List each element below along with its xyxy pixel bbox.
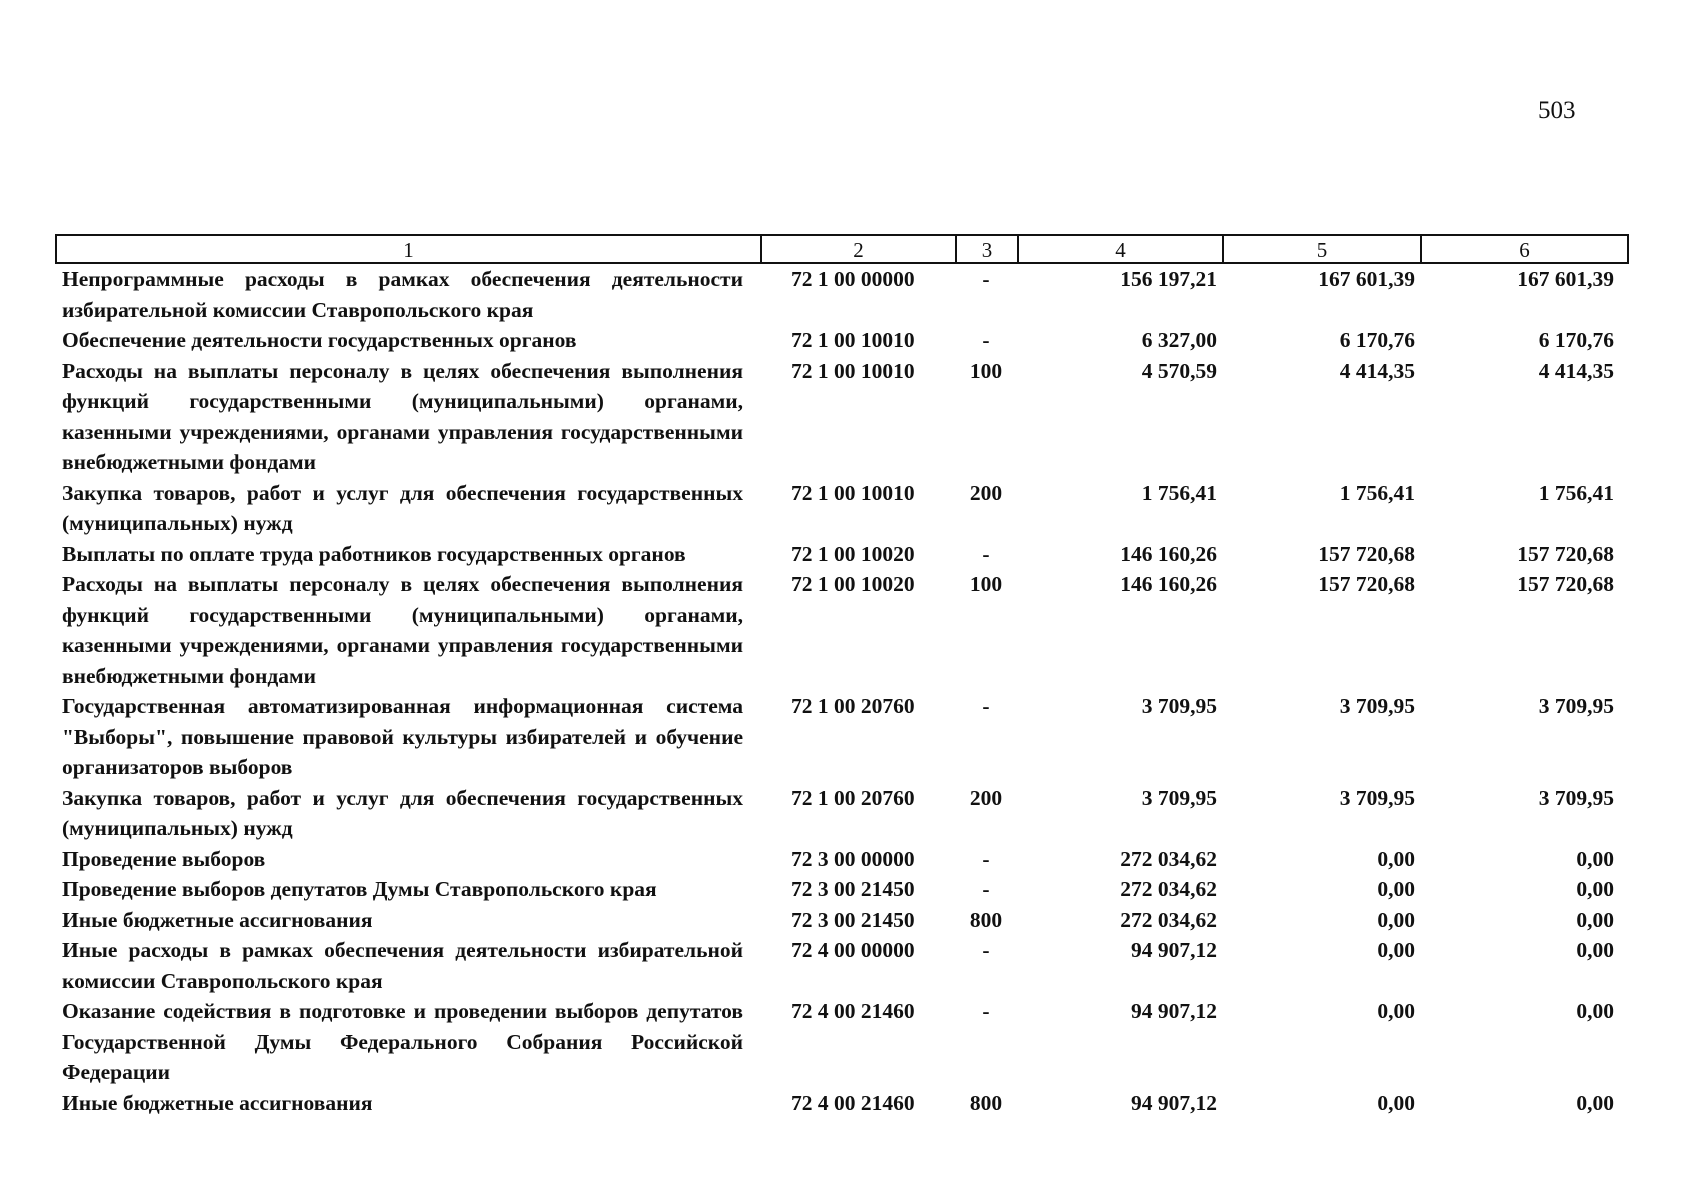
amount-col-5: 3 709,95 [1339, 785, 1415, 810]
amount-col-5: 157 720,68 [1318, 541, 1415, 566]
expense-name: Выплаты по оплате труда работников государственных органов [62, 541, 686, 566]
expense-name: Иные бюджетные ассигнования [62, 1090, 373, 1115]
column-header-2: 2 [761, 235, 956, 263]
amount-col-4: 146 160,26 [1120, 572, 1217, 596]
expense-type: - [982, 328, 990, 352]
target-code: 72 1 00 10010 [791, 358, 915, 383]
amount-col-5: 6 170,76 [1339, 328, 1415, 352]
amount-col-6: 0,00 [1576, 999, 1614, 1023]
expense-type: 100 [969, 358, 1003, 383]
amount-col-4: 6 327,00 [1141, 328, 1217, 352]
amount-col-4: 3 709,95 [1141, 785, 1217, 810]
expense-type: 200 [969, 480, 1003, 505]
amount-col-4: 272 034,62 [1120, 877, 1217, 901]
expense-type: 100 [969, 572, 1003, 596]
table-row [56, 356, 1628, 478]
table-row [56, 691, 1628, 783]
amount-col-5: 0,00 [1377, 999, 1415, 1023]
target-code: 72 4 00 21460 [791, 1090, 915, 1115]
table-row [56, 478, 1628, 539]
expense-name: Иные расходы в рамках обеспечения деятельности избирательной комиссии Ставропольского края [62, 938, 743, 993]
expense-name: Проведение выборов [62, 846, 266, 871]
target-code: 72 4 00 21460 [791, 999, 915, 1023]
target-code: 72 1 00 10010 [791, 480, 915, 505]
expense-name: Непрограммные расходы в рамках обеспечения деятельности избирательной комиссии Ставропольского края [62, 267, 743, 322]
amount-col-4: 272 034,62 [1120, 846, 1217, 871]
amount-col-6: 6 170,76 [1538, 328, 1614, 352]
amount-col-6: 0,00 [1576, 1090, 1614, 1115]
target-code: 72 1 00 10010 [791, 328, 915, 352]
expense-name: Расходы на выплаты персоналу в целях обеспечения выполнения функций государственными (муниципальными) органами, казенными учреждениями, органами управления государственными внебюджетными фондами [62, 572, 743, 688]
table-row [56, 263, 1628, 325]
table-row [56, 569, 1628, 691]
amount-col-4: 94 907,12 [1131, 999, 1217, 1023]
column-header-1: 1 [56, 235, 761, 263]
expense-type: - [982, 877, 990, 901]
amount-col-5: 167 601,39 [1318, 267, 1415, 291]
amount-col-5: 0,00 [1377, 846, 1415, 871]
expense-name: Государственная автоматизированная информационная система "Выборы", повышение правовой культуры избирателей и обучение организаторов выборов [62, 694, 743, 779]
expense-name: Обеспечение деятельности государственных органов [62, 328, 577, 352]
budget-table [55, 234, 1629, 1118]
expense-name: Закупка товаров, работ и услуг для обеспечения государственных (муниципальных) нужд [62, 480, 743, 535]
expense-type: - [982, 938, 990, 962]
amount-col-4: 146 160,26 [1120, 541, 1217, 566]
expense-name: Проведение выборов депутатов Думы Ставропольского края [62, 877, 657, 901]
column-header-4: 4 [1018, 235, 1223, 263]
header-row [56, 235, 1628, 263]
table-row [56, 783, 1628, 844]
amount-col-4: 94 907,12 [1131, 1090, 1217, 1115]
table-row [56, 935, 1628, 996]
column-header-6: 6 [1421, 235, 1628, 263]
expense-type: - [982, 694, 990, 718]
table-row [56, 996, 1628, 1088]
amount-col-4: 272 034,62 [1120, 907, 1217, 932]
amount-col-6: 0,00 [1576, 846, 1614, 871]
page-number: 503 [1538, 97, 1576, 124]
table-row [56, 1088, 1628, 1119]
amount-col-5: 1 756,41 [1339, 480, 1415, 505]
target-code: 72 3 00 00000 [791, 846, 915, 871]
expense-type: 200 [969, 785, 1003, 810]
amount-col-5: 0,00 [1377, 877, 1415, 901]
amount-col-5: 0,00 [1377, 1090, 1415, 1115]
amount-col-6: 3 709,95 [1538, 694, 1614, 718]
amount-col-6: 0,00 [1576, 938, 1614, 962]
expense-type: 800 [969, 1090, 1003, 1115]
amount-col-4: 1 756,41 [1141, 480, 1217, 505]
amount-col-4: 94 907,12 [1131, 938, 1217, 962]
target-code: 72 1 00 10020 [791, 541, 915, 566]
amount-col-6: 4 414,35 [1538, 358, 1614, 383]
target-code: 72 1 00 10020 [791, 572, 915, 596]
table-row [56, 874, 1628, 905]
amount-col-6: 167 601,39 [1517, 267, 1614, 291]
amount-col-6: 1 756,41 [1538, 480, 1614, 505]
table-row [56, 844, 1628, 875]
table-row [56, 539, 1628, 570]
expense-type: 800 [969, 907, 1003, 932]
expense-name: Иные бюджетные ассигнования [62, 907, 373, 932]
table-row [56, 325, 1628, 356]
amount-col-6: 3 709,95 [1538, 785, 1614, 810]
target-code: 72 3 00 21450 [791, 907, 915, 932]
amount-col-5: 0,00 [1377, 907, 1415, 932]
table-body [56, 263, 1628, 1118]
target-code: 72 1 00 20760 [791, 694, 915, 718]
amount-col-6: 157 720,68 [1517, 541, 1614, 566]
expense-name: Закупка товаров, работ и услуг для обеспечения государственных (муниципальных) нужд [62, 785, 743, 840]
expense-type: - [982, 541, 990, 566]
target-code: 72 1 00 00000 [791, 267, 915, 291]
expense-type: - [982, 999, 990, 1023]
target-code: 72 3 00 21450 [791, 877, 915, 901]
column-header-5: 5 [1223, 235, 1421, 263]
table-header [56, 235, 1628, 263]
amount-col-6: 0,00 [1576, 877, 1614, 901]
target-code: 72 1 00 20760 [791, 785, 915, 810]
amount-col-6: 157 720,68 [1517, 572, 1614, 596]
amount-col-5: 4 414,35 [1339, 358, 1415, 383]
amount-col-5: 157 720,68 [1318, 572, 1415, 596]
expense-name: Оказание содействия в подготовке и проведении выборов депутатов Государственной Думы Федерального Собрания Российской Федерации [62, 999, 743, 1084]
amount-col-5: 0,00 [1377, 938, 1415, 962]
amount-col-6: 0,00 [1576, 907, 1614, 932]
expense-type: - [982, 846, 990, 871]
expense-type: - [982, 267, 990, 291]
amount-col-4: 3 709,95 [1141, 694, 1217, 718]
column-header-3: 3 [956, 235, 1018, 263]
expense-name: Расходы на выплаты персоналу в целях обеспечения выполнения функций государственными (муниципальными) органами, казенными учреждениями, органами управления государственными внебюджетными фондами [62, 358, 743, 474]
amount-col-4: 4 570,59 [1141, 358, 1217, 383]
target-code: 72 4 00 00000 [791, 938, 915, 962]
amount-col-5: 3 709,95 [1339, 694, 1415, 718]
amount-col-4: 156 197,21 [1120, 267, 1217, 291]
table-row [56, 905, 1628, 936]
